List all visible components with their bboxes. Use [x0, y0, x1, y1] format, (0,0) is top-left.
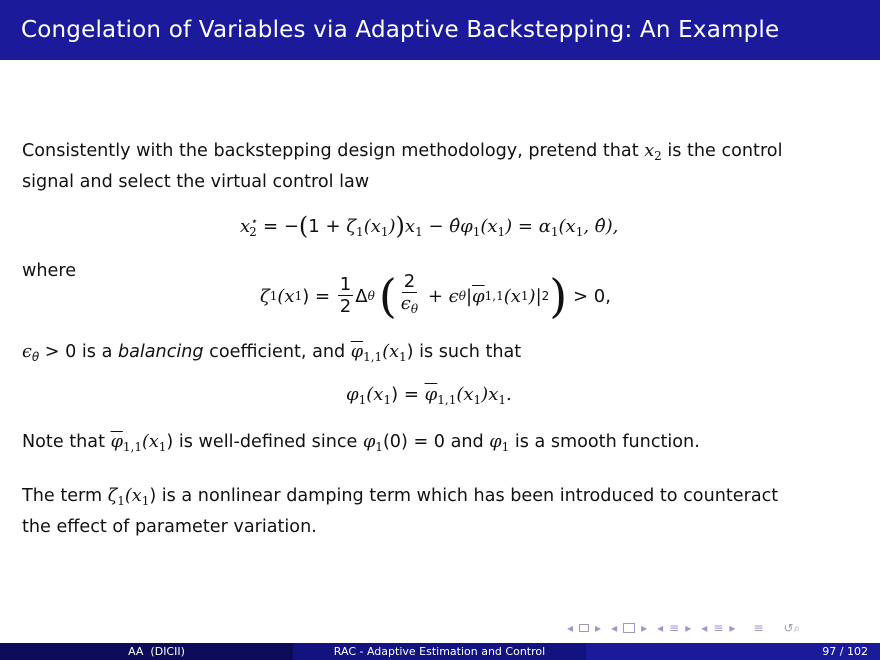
text: signal and select the virtual control law — [22, 172, 370, 192]
where-label: where — [22, 261, 77, 281]
footer-page-number: 97 / 102 — [586, 643, 880, 660]
footer — [0, 643, 880, 660]
nav-prev-frame-icon[interactable]: ◂ — [567, 621, 574, 635]
nav-prev-subsection-icon[interactable]: ◂ — [701, 621, 708, 635]
equation-virtual-control: $x_2^⋆ = -(1 + \zeta_1(x_1))x_1$ − $\thetâ\varphi_1(x_1) = \alpha_1(x_1$, θ̂), — [240, 212, 619, 240]
nav-next-subsection-icon[interactable]: ▸ — [729, 621, 736, 635]
text: is the control — [661, 141, 783, 161]
nav-section-icon: ≡ — [669, 621, 680, 635]
paragraph-3: Note that $\overline{\varphi}_{1,1}(x_1)$ is well-defined since $\varphi_1(0) = 0$ and $\varphi_1$ is a smooth function. — [22, 432, 700, 454]
navigation-bar — [567, 619, 800, 637]
nav-slide-icon — [623, 623, 635, 633]
fraction-half: $\frac{1}{2}$ — [339, 273, 352, 317]
footer-author: AA (DICII) — [0, 643, 293, 660]
emphasis: balancing — [117, 342, 204, 362]
nav-prev-section-icon[interactable]: ◂ — [657, 621, 664, 635]
footer-course-title: RAC - Adaptive Estimation and Control — [293, 643, 586, 660]
paragraph-2: $\epsilon_\theta > 0$ is a balancing coefficient, and $\overline{\varphi}_{1,1}(x_1)$ is such that — [22, 342, 522, 364]
nav-search-icon[interactable]: ↺⌕ — [783, 620, 801, 635]
nav-prev-slide-icon[interactable]: ◂ — [611, 621, 618, 635]
nav-frame-icon — [579, 624, 589, 632]
title-bar — [0, 0, 880, 60]
nav-next-slide-icon[interactable]: ▸ — [641, 621, 648, 635]
nav-next-frame-icon[interactable]: ▸ — [595, 621, 602, 635]
nav-subsection-icon: ≡ — [713, 621, 724, 635]
nav-outline-icon[interactable]: ≡ — [753, 621, 764, 635]
slide-title: Congelation of Variables via Adaptive Backstepping: An Example — [21, 17, 780, 43]
paragraph-1 — [22, 138, 852, 195]
equation-damping: ζ 1 (x 1 ) = $\frac{1}{2}$ Δ θ ( $\frac{2}{\epsilon_\theta}$ + ϵ θ | $\overline{\varphi}$ 1,1 (x 1 )| 2 ) > 0, — [260, 269, 611, 323]
text: Consistently with the backstepping design methodology, pretend that — [22, 141, 645, 161]
fraction-two-over-eps: $\frac{2}{\epsilon_\theta}$ — [400, 271, 419, 316]
equation-phi-factor: $\varphi_1(x_1) = \overline{\varphi}_{1,1}(x_1)x_1$. — [346, 384, 512, 407]
paragraph-4: The term $\zeta_1(x_1)$ is a nonlinear damping term which has been introduced to counteract the effect of parameter variation. — [22, 486, 779, 537]
math-var: $x_2$ — [644, 141, 662, 163]
nav-next-section-icon[interactable]: ▸ — [685, 621, 692, 635]
